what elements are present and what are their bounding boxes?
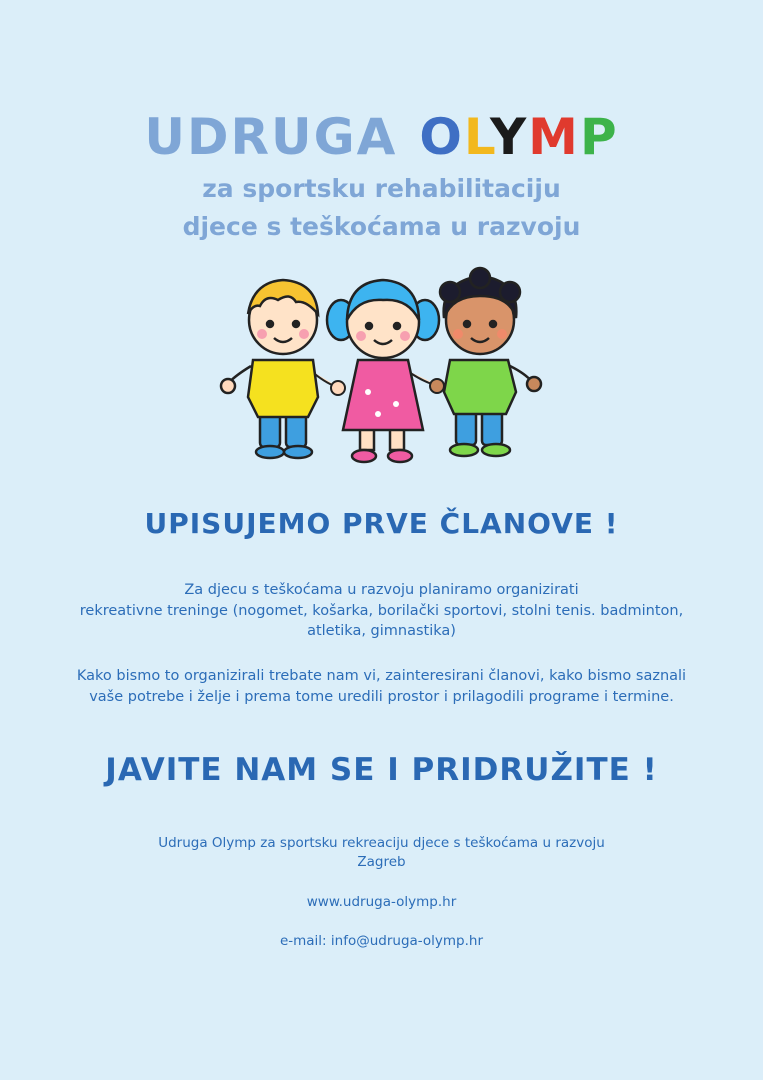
- children-holding-hands-illustration: [218, 262, 548, 467]
- footer-city: Zagreb: [357, 854, 406, 870]
- footer-website-link[interactable]: www.udruga-olymp.hr: [306, 894, 457, 910]
- join-us-headline: JAVITE NAM SE I PRIDRUŽITE !: [105, 752, 658, 788]
- title-letter-o: O: [419, 108, 464, 166]
- organization-title: [0, 102, 763, 172]
- title-letter-l: L: [463, 108, 490, 166]
- activities-line-2: rekreativne treninge (nogomet, košarka, borilački sportovi, stolni tenis. badminton,: [79, 602, 684, 619]
- activities-paragraph: [70, 580, 693, 642]
- title-word-olymp: [419, 108, 618, 166]
- footer-email-link[interactable]: e-mail: info@udruga-olymp.hr: [279, 933, 484, 949]
- footer-organization: [0, 834, 763, 872]
- footer-org-name: Udruga Olymp za sportsku rekreaciju djece s teškoćama u razvoju: [158, 835, 605, 851]
- activities-line-1: Za djecu s teškoćama u razvoju planiramo organizirati: [184, 582, 579, 598]
- activities-line-3: atletika, gimnastika): [307, 623, 456, 639]
- boy-yellow-shirt: [221, 280, 318, 458]
- needs-paragraph: [70, 666, 693, 707]
- girl-pink-dress: [327, 280, 439, 462]
- title-word-udruga: UDRUGA: [144, 108, 398, 166]
- needs-line-1: Kako bismo to organizirali trebate nam vi, zainteresirani članovi, kako bismo saznali: [76, 668, 687, 684]
- title-letter-m: M: [528, 108, 580, 166]
- title-letter-y: Y: [489, 108, 529, 166]
- subtitle-line-2: djece s teškoćama u razvoju: [182, 212, 581, 241]
- subtitle-line-1: za sportsku rehabilitaciju: [202, 174, 561, 203]
- needs-line-2: vaše potrebe i želje i prema tome uredili prostor i prilagodili programe i termine.: [89, 688, 674, 705]
- title-letter-p: P: [579, 108, 619, 166]
- enrollment-headline: UPISUJEMO PRVE ČLANOVE !: [144, 507, 619, 540]
- boy-green-shirt: [440, 268, 541, 456]
